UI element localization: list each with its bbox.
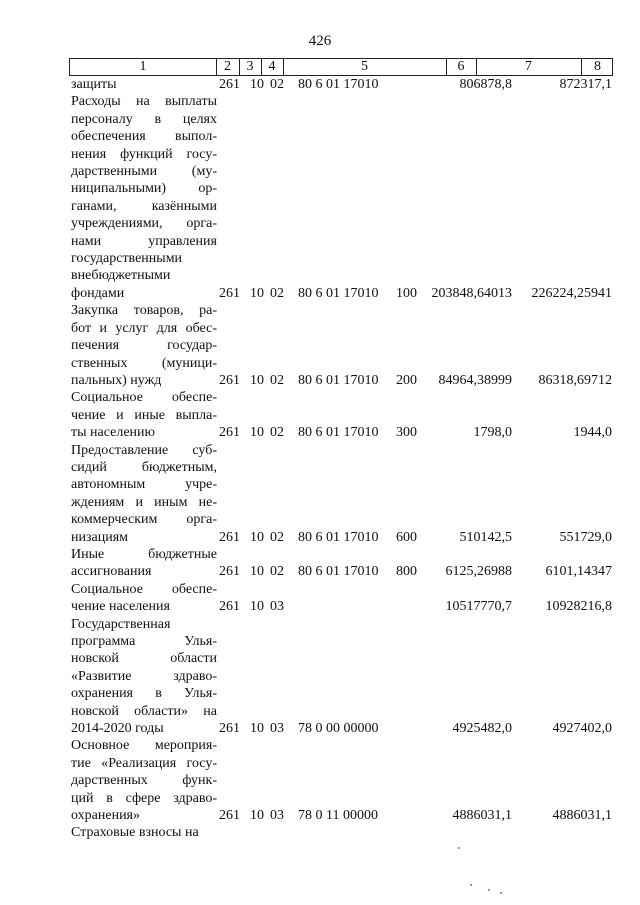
cell-col-4: 02 [270,564,284,580]
cell-col-4: 02 [270,372,284,388]
scan-speck [470,884,472,886]
cell-col-8: 4886031,1 [552,808,612,824]
cell-col-8: 10928216,8 [545,599,612,615]
table-row [0,76,640,93]
row-name-line: внебюджетными [71,268,171,284]
cell-col-4: 03 [270,808,284,824]
row-name-line: защиты [71,77,117,92]
cell-col-2: 261 [219,372,240,388]
row-name-line: ганами, казёнными [71,198,217,214]
row-name-line: учреждениями, орга- [71,216,217,232]
row-name-line: Государственная [71,616,171,632]
table-row [0,824,640,841]
row-values [0,424,640,441]
cell-col-8: 1944,0 [573,425,612,441]
row-name-line: Страховые взносы на [71,825,199,841]
cell-col-2: 261 [219,599,240,615]
row-name-line: бот и услуг для обес- [71,320,217,336]
cell-col-3: 10 [250,425,264,441]
scan-speck [488,889,490,891]
row-name-line: Основное мероприя- [71,738,217,754]
row-name-line: государственными [71,251,183,267]
row-name-line: Закупка товаров, ра- [71,303,217,319]
cell-col-5: 80 6 01 17010 [298,564,379,580]
row-name-line: автономным учре- [71,477,217,493]
row-values [0,563,640,580]
row-name-line: обеспечения выпол- [71,129,217,145]
table-body [0,76,640,842]
cell-col-8: 872317,1 [559,77,612,93]
cell-col-7: 4925482,0 [452,721,512,737]
cell-col-3: 10 [250,599,264,615]
header-col-4: 4 [261,59,284,75]
cell-col-3: 10 [250,564,264,580]
row-values [0,807,640,824]
row-name-line: охранения» [71,808,140,824]
row-values [0,372,640,389]
row-name-line: коммерческим орга- [71,512,217,528]
cell-col-8: 551729,0 [559,529,612,545]
cell-col-6: 200 [396,372,417,388]
table-row [0,546,640,581]
row-values [0,529,640,546]
table-row [0,737,640,824]
row-name-line: сидий бюджетным, [71,459,217,475]
row-values [0,824,640,841]
header-col-3: 3 [239,59,262,75]
cell-col-2: 261 [219,425,240,441]
header-col-6: 6 [446,59,477,75]
cell-col-2: 261 [219,564,240,580]
row-name-line: новской области» на [71,703,217,719]
row-name [71,93,217,302]
cell-col-2: 261 [219,808,240,824]
row-name-line: дарственными (му- [71,164,217,180]
row-name-line: ниципальными) ор- [71,181,217,197]
row-name-line: дарственных функ- [71,773,217,789]
cell-col-4: 03 [270,721,284,737]
row-name-line: 2014-2020 годы [71,721,164,737]
cell-col-6: 100 [396,285,417,301]
table-header [69,58,613,76]
row-name-line: Расходы на выплаты [71,94,217,110]
row-name-line: ждениям и иным не- [71,494,217,510]
cell-col-6: 600 [396,529,417,545]
cell-col-3: 10 [250,808,264,824]
table-row [0,442,640,546]
table-row [0,389,640,441]
cell-col-7: 203848,64013 [431,285,512,301]
row-values [0,720,640,737]
row-name-line: тие «Реализация госу- [71,755,217,771]
header-col-5: 5 [283,59,447,75]
row-name-line: программа Улья- [71,634,217,649]
row-name-line: ций в сфере здраво- [71,790,217,806]
row-name-line: чение населения [71,599,170,615]
cell-col-8: 86318,69712 [538,372,612,388]
row-name-line: чение и иные выпла- [71,407,217,423]
cell-col-5: 78 0 11 00000 [298,808,378,824]
header-col-8: 8 [594,59,601,74]
row-values [0,598,640,615]
page-number: 426 [308,33,332,49]
row-name-line: низациям [71,529,129,545]
row-name-line: печения государ- [71,338,217,354]
cell-col-7: 1798,0 [473,425,512,441]
row-name-line: ты населению [71,425,155,441]
table-row [0,581,640,616]
cell-col-5: 80 6 01 17010 [298,425,379,441]
cell-col-4: 02 [270,529,284,545]
scan-speck [500,892,502,894]
cell-col-4: 02 [270,77,284,93]
cell-col-7: 6125,26988 [445,564,512,580]
cell-col-2: 261 [219,285,240,301]
cell-col-2: 261 [219,529,240,545]
cell-col-4: 03 [270,599,284,615]
cell-col-5: 80 6 01 17010 [298,372,379,388]
cell-col-8: 6101,14347 [545,564,612,580]
table-row [0,93,640,302]
row-name-line: Предоставление суб- [71,442,217,458]
row-name-line: «Развитие здраво- [71,668,217,684]
row-name-line: ассигнования [71,564,152,580]
cell-col-7: 806878,8 [459,77,512,93]
cell-col-8: 226224,25941 [531,285,612,301]
row-name-line: персоналу в целях [71,111,217,127]
cell-col-5: 80 6 01 17010 [298,77,379,93]
row-name-line: Социальное обеспе- [71,581,217,597]
row-values [0,285,640,302]
cell-col-4: 02 [270,285,284,301]
header-col-1: 1 [70,59,217,75]
cell-col-5: 80 6 01 17010 [298,529,379,545]
cell-col-2: 261 [219,721,240,737]
row-name-line: фондами [71,285,125,301]
cell-col-7: 510142,5 [459,529,512,545]
row-name-line: охранения в Улья- [71,686,217,702]
cell-col-6: 300 [396,425,417,441]
cell-col-3: 10 [250,372,264,388]
cell-col-5: 80 6 01 17010 [298,285,379,301]
cell-col-5: 78 0 00 00000 [298,721,379,737]
cell-col-2: 261 [219,77,240,93]
cell-col-7: 84964,38999 [438,372,512,388]
cell-col-6: 800 [396,564,417,580]
cell-col-8: 4927402,0 [552,721,612,737]
cell-col-7: 10517770,7 [445,599,512,615]
cell-col-4: 02 [270,425,284,441]
row-name-line: Социальное обеспе- [71,390,217,406]
cell-col-3: 10 [250,285,264,301]
row-values [0,76,640,93]
cell-col-3: 10 [250,721,264,737]
row-name-line: нами управления [71,233,217,249]
row-name-line: пальных) нужд [71,372,162,388]
row-name-line: новской области [71,651,217,667]
header-col-7: 7 [476,59,582,75]
cell-col-7: 4886031,1 [452,808,512,824]
table-row [0,616,640,738]
header-col-2: 2 [216,59,240,75]
scan-speck [458,847,460,849]
cell-col-3: 10 [250,77,264,93]
cell-col-3: 10 [250,529,264,545]
row-name-line: ственных (муници- [71,355,217,371]
row-name-line: нения функций госу- [71,146,217,162]
row-name-line: Иные бюджетные [71,546,217,562]
table-row [0,302,640,389]
